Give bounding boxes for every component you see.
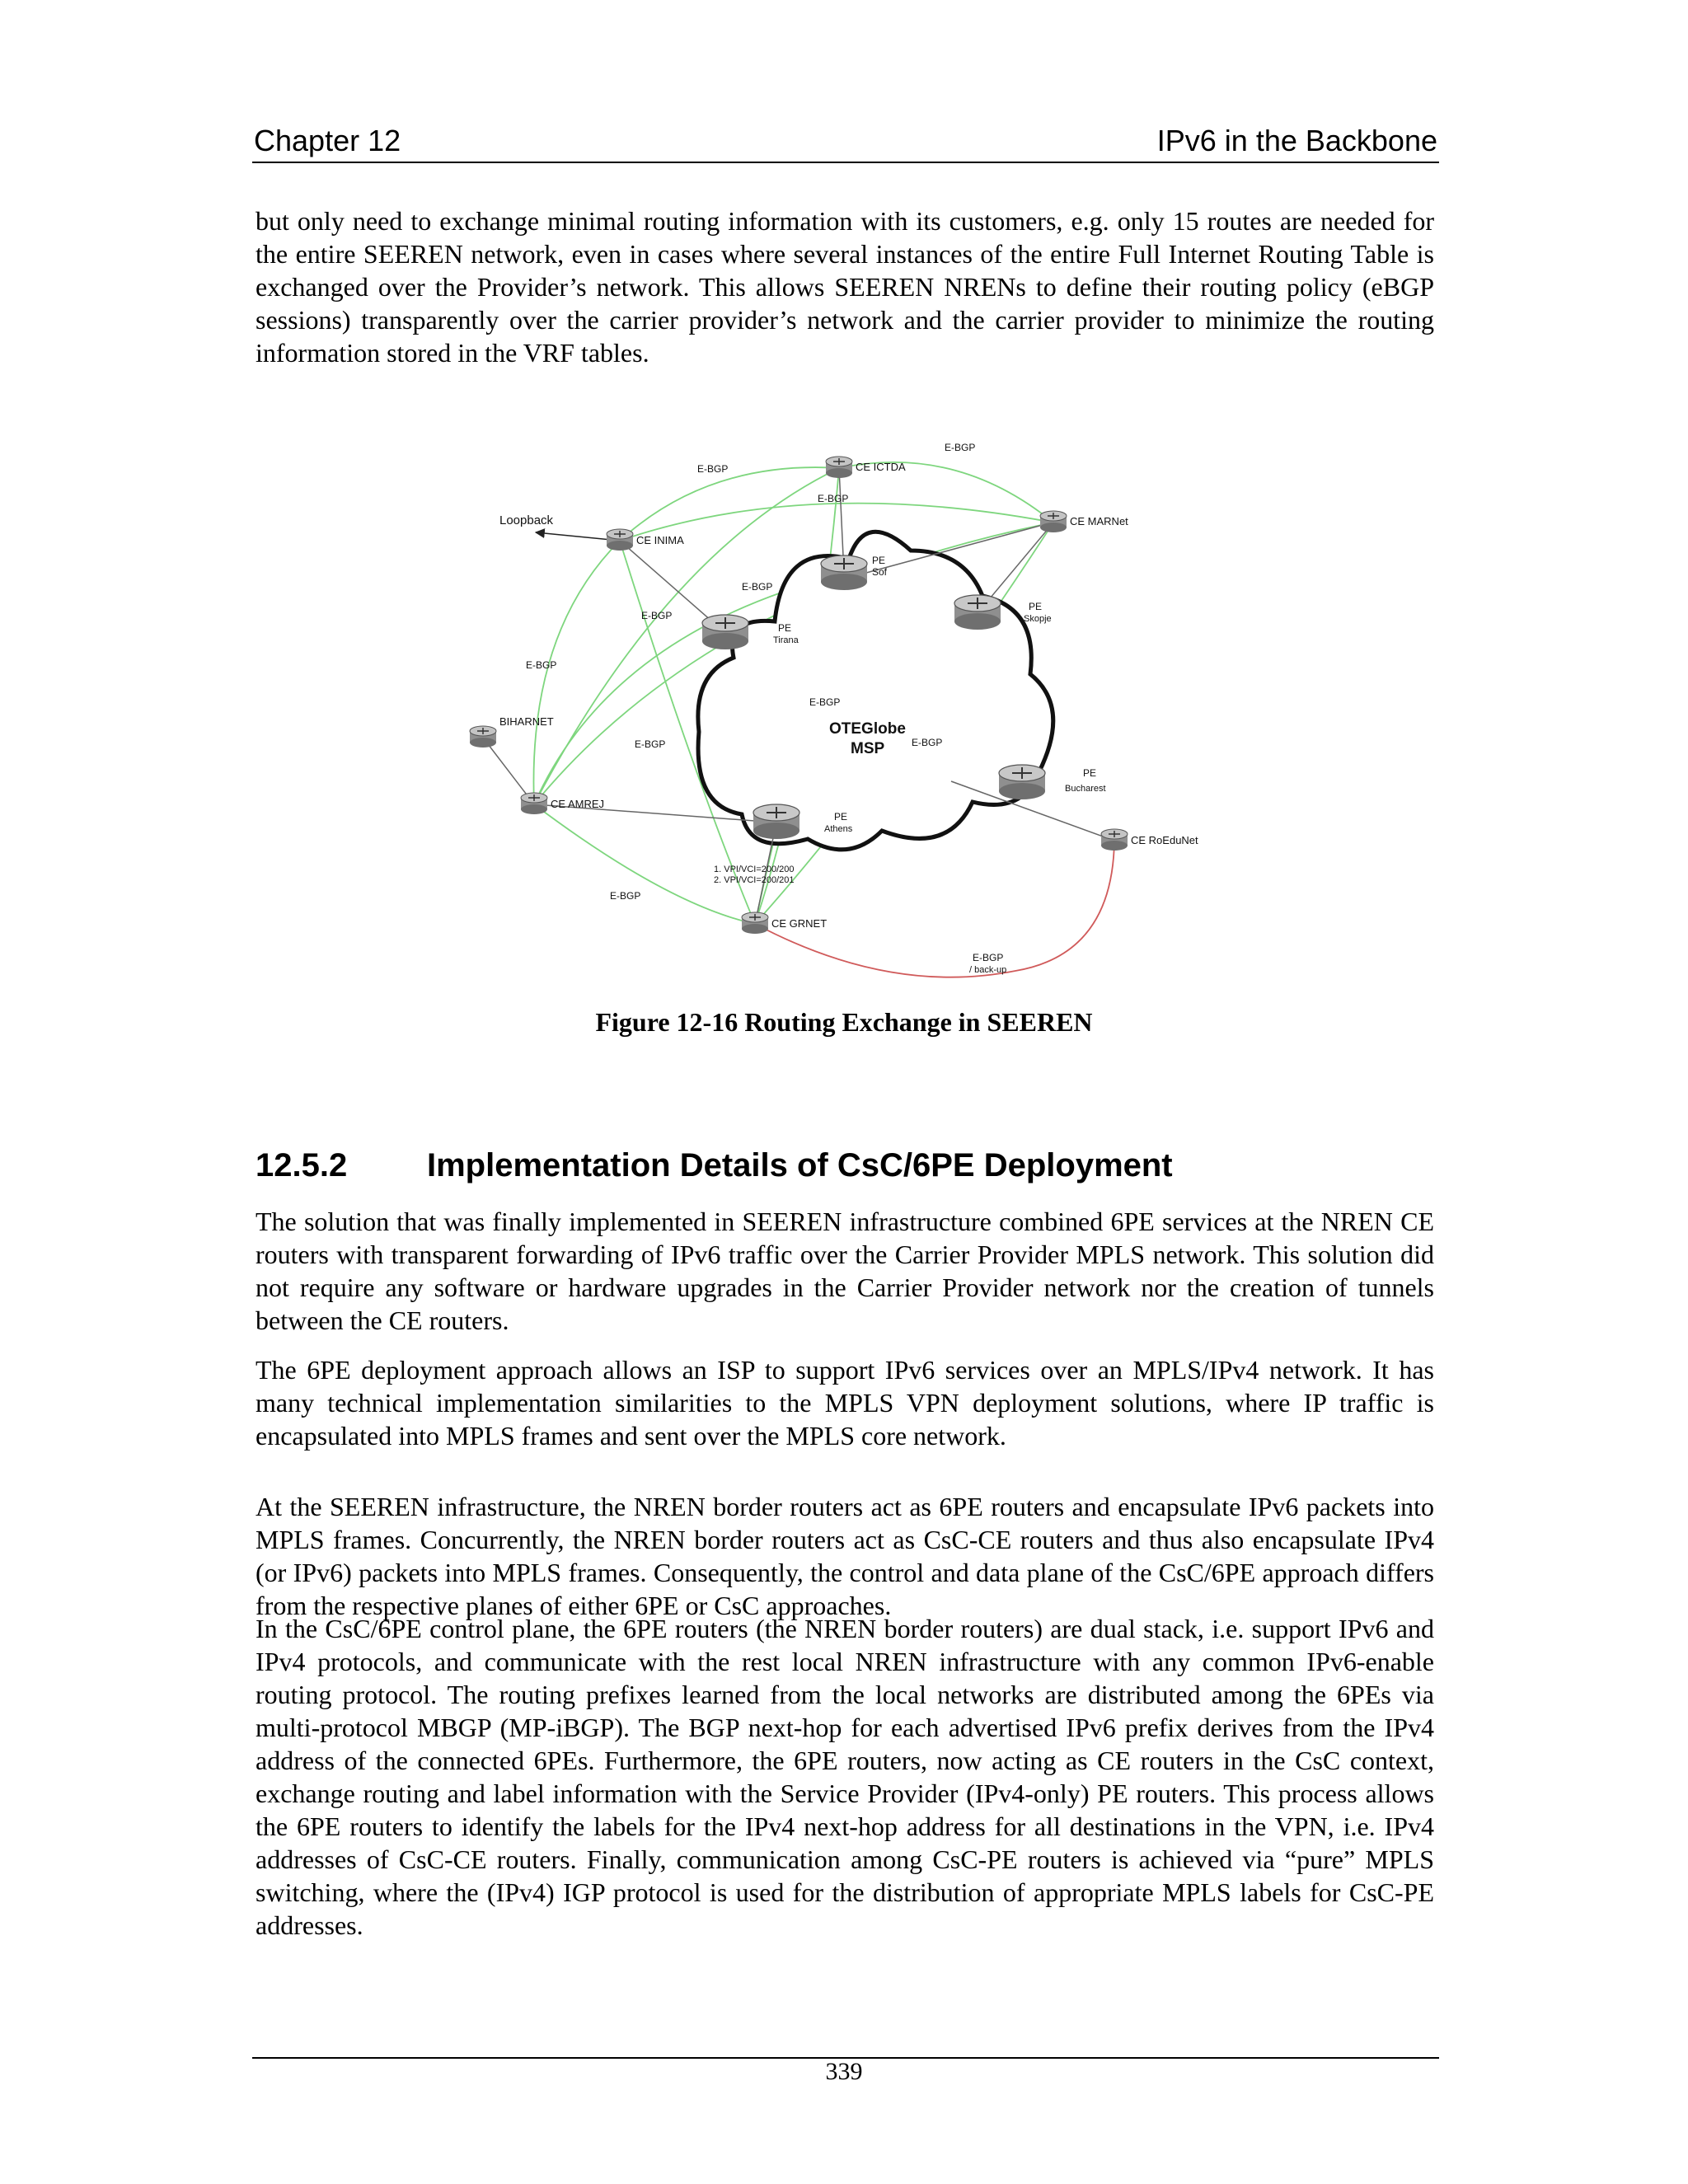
- label-ce-ictda: CE ICTDA: [856, 461, 906, 473]
- label-pe-skopje-2: Skopje: [1024, 614, 1052, 624]
- label-pe-sofia-2: Sof: [872, 566, 888, 578]
- ce-inima-router: [607, 529, 633, 551]
- header-rule: [252, 162, 1439, 163]
- label-loopback: Loopback: [499, 513, 554, 527]
- paragraph-2: The 6PE deployment approach allows an ISP to support IPv6 services over an MPLS/IPv4 network. It has many technical implementation similarities to the MPLS VPN deployment solutions, where IP traffic is encapsulated into MPLS frames and sent over the MPLS core network.: [256, 1355, 1434, 1451]
- ebgp-label-5: E-BGP: [641, 610, 673, 621]
- ebgp-label-2: E-BGP: [697, 463, 729, 475]
- label-ce-marnet: CE MARNet: [1070, 515, 1128, 527]
- vpi-label-2: 2. VPI/VCI=200/201: [714, 875, 795, 885]
- label-pe-sofia-1: PE: [872, 555, 886, 566]
- label-pe-athens-2: Athens: [824, 824, 853, 834]
- backup-label-2: / back-up: [969, 965, 1007, 975]
- section-heading: [256, 1147, 1434, 1184]
- pe-athens-router: [753, 804, 799, 839]
- otеglobe-cloud-shape: [698, 532, 1053, 850]
- label-pe-tirana-2: Tirana: [773, 635, 799, 645]
- paragraph-3: At the SEEREN infrastructure, the NREN border routers act as 6PE routers and encapsulate IPv6 packets into MPLS frames. Concurrently, the NREN border routers act as CsC-CE routers and thus also encapsulate IPv4 (or IPv6) packets into MPLS frames. Consequently, the control and data plane of the CsC/6PE approach differs from the respective planes of either 6PE or CsC approaches.: [256, 1492, 1434, 1620]
- paragraph-1: The solution that was finally implemented in SEEREN infrastructure combined 6PE services at the NREN CE routers with transparent forwarding of IPv6 traffic over the Carrier Provider MPLS network. This solution did not require any software or hardware upgrades in the Carrier Provider network nor the creation of tunnels between the CE routers.: [256, 1207, 1434, 1335]
- label-ce-amrej: CE AMREJ: [551, 798, 605, 810]
- ebgp-label-9: E-BGP: [912, 737, 943, 748]
- cloud-label-2: MSP: [851, 740, 885, 757]
- pe-bucharest-router: [999, 765, 1045, 799]
- label-ce-inima: CE INIMA: [636, 534, 684, 546]
- section-number: 12.5.2: [256, 1147, 348, 1183]
- chapter-label: Chapter 12: [254, 124, 401, 157]
- pe-tirana-router: [702, 615, 748, 649]
- label-pe-skopje-1: PE: [1029, 601, 1043, 612]
- intro-paragraph: but only need to exchange minimal routing information with its customers, e.g. only 15 routes are needed for the entire SEEREN network, even in cases where several instances of the entire Full Internet Routing Table is exchanged over the Provider’s network. This allows SEEREN NRENs to define their routing policy (eBGP sessions) transparently over the carrier provider’s network and the carrier provider to minimize the routing information stored in the VRF tables.: [256, 206, 1434, 368]
- pe-skopje-router: [954, 595, 1001, 630]
- ebgp-label-10: E-BGP: [610, 890, 641, 902]
- label-pe-athens-1: PE: [834, 811, 848, 823]
- backup-label-1: E-BGP: [973, 952, 1004, 963]
- ce-roedunet-router: [1101, 829, 1128, 851]
- biharnet-router: [470, 726, 496, 748]
- paragraph-4: In the CsC/6PE control plane, the 6PE routers (the NREN border routers) are dual stack, i.e. support IPv6 and IPv4 protocols, and communicate with the rest local NREN infrastructure with any common IPv6-enable routing protocol. The routing prefixes learned from the local networks are distributed among the 6PEs via multi-protocol MBGP (MP-iBGP). The BGP next-hop for each advertised IPv6 prefix derives from the IPv4 address of the connected 6PEs. Furthermore, the 6PE routers, now acting as CE routers in the CsC context, exchange routing and label information with the Service Provider (IPv4-only) PE routers. This process allows the 6PE routers to identify the labels for the IPv4 next-hop address for all destinations in the VPN, i.e. IPv4 addresses of CsC-CE routers. Finally, communication among CsC-PE routers is achieved via “pure” MPLS switching, where the (IPv4) IGP protocol is used for the distribution of appropriate MPLS labels for CsC-PE addresses.: [256, 1614, 1434, 1940]
- ce-grnet-router: [742, 912, 768, 934]
- ebgp-label-7: E-BGP: [809, 696, 841, 708]
- label-pe-bucharest-2: Bucharest: [1065, 784, 1106, 794]
- vpi-label-1: 1. VPI/VCI=200/200: [714, 865, 795, 874]
- cloud-label-1: OTEGlobe: [829, 720, 906, 738]
- ebgp-label-1: E-BGP: [945, 442, 976, 453]
- ebgp-label-4: E-BGP: [742, 581, 773, 593]
- routing-exchange-figure: [462, 427, 1236, 987]
- figure-caption: Figure 12-16 Routing Exchange in SEEREN: [595, 1007, 1093, 1037]
- section-title-text: Implementation Details of CsC/6PE Deployment: [427, 1147, 1173, 1183]
- ebgp-label-6: E-BGP: [526, 659, 557, 671]
- label-pe-bucharest-1: PE: [1083, 767, 1097, 779]
- label-pe-tirana-1: PE: [778, 622, 792, 634]
- ebgp-label-8: E-BGP: [635, 738, 666, 750]
- chapter-title: IPv6 in the Backbone: [1156, 124, 1437, 157]
- pe-sofia-router: [821, 555, 867, 590]
- page-header: [254, 124, 1437, 160]
- ce-ictda-router: [826, 457, 852, 478]
- ce-amrej-router: [521, 793, 547, 814]
- page-number: 339: [825, 2058, 863, 2085]
- label-biharnet: BIHARNET: [499, 715, 554, 728]
- ce-marnet-router: [1040, 511, 1067, 532]
- ebgp-label-3: E-BGP: [818, 493, 849, 504]
- label-ce-roedunet: CE RoEduNet: [1131, 834, 1198, 846]
- label-ce-grnet: CE GRNET: [771, 917, 828, 930]
